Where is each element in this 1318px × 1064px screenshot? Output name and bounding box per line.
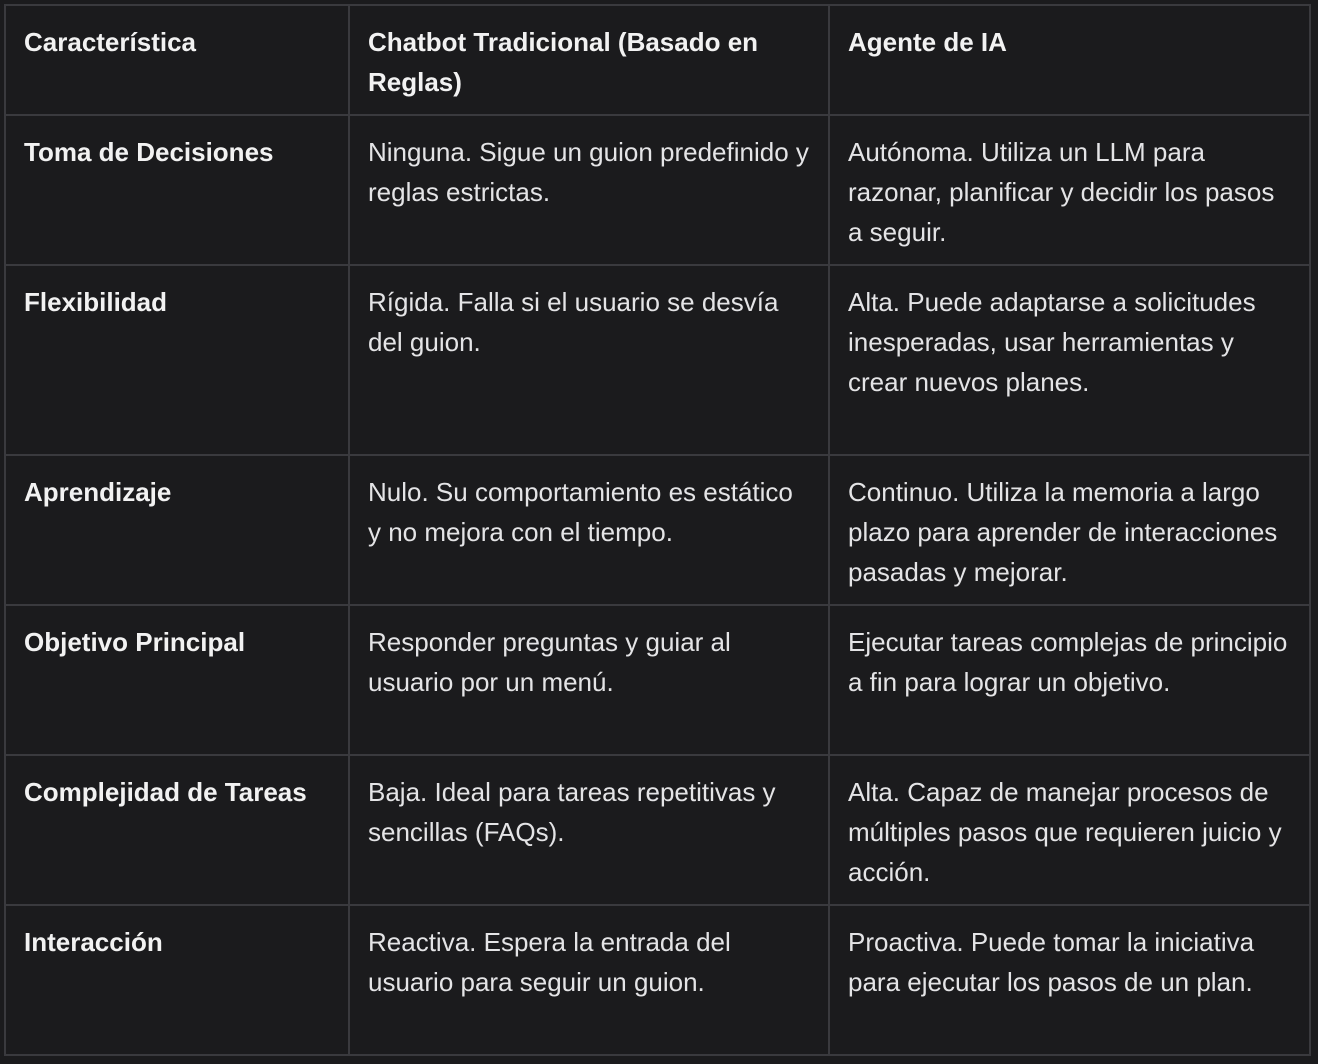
row-chatbot: Nulo. Su comportamiento es estático y no mejora con el tiempo.	[349, 455, 829, 605]
row-agent: Continuo. Utiliza la memoria a largo plazo para aprender de interacciones pasadas y mejorar.	[829, 455, 1310, 605]
row-agent: Alta. Puede adaptarse a solicitudes inesperadas, usar herramientas y crear nuevos planes.	[829, 265, 1310, 455]
row-chatbot: Ninguna. Sigue un guion predefinido y reglas estrictas.	[349, 115, 829, 265]
table-row	[5, 455, 1310, 605]
row-agent: Proactiva. Puede tomar la iniciativa para ejecutar los pasos de un plan.	[829, 905, 1310, 1055]
table-header-row	[5, 5, 1310, 115]
row-agent: Alta. Capaz de manejar procesos de múltiples pasos que requieren juicio y acción.	[829, 755, 1310, 905]
header-chatbot: Chatbot Tradicional (Basado en Reglas)	[349, 5, 829, 115]
row-chatbot: Baja. Ideal para tareas repetitivas y sencillas (FAQs).	[349, 755, 829, 905]
table-row	[5, 605, 1310, 755]
row-feature: Interacción	[5, 905, 349, 1055]
row-feature: Flexibilidad	[5, 265, 349, 455]
header-feature: Característica	[5, 5, 349, 115]
row-agent: Ejecutar tareas complejas de principio a fin para lograr un objetivo.	[829, 605, 1310, 755]
row-feature: Aprendizaje	[5, 455, 349, 605]
table-row	[5, 905, 1310, 1055]
row-feature: Objetivo Principal	[5, 605, 349, 755]
row-chatbot: Reactiva. Espera la entrada del usuario para seguir un guion.	[349, 905, 829, 1055]
row-agent: Autónoma. Utiliza un LLM para razonar, planificar y decidir los pasos a seguir.	[829, 115, 1310, 265]
header-agent: Agente de IA	[829, 5, 1310, 115]
comparison-table	[4, 4, 1311, 1056]
table-row	[5, 755, 1310, 905]
table-row	[5, 115, 1310, 265]
table-row	[5, 265, 1310, 455]
row-chatbot: Responder preguntas y guiar al usuario por un menú.	[349, 605, 829, 755]
row-feature: Complejidad de Tareas	[5, 755, 349, 905]
row-feature: Toma de Decisiones	[5, 115, 349, 265]
row-chatbot: Rígida. Falla si el usuario se desvía del guion.	[349, 265, 829, 455]
